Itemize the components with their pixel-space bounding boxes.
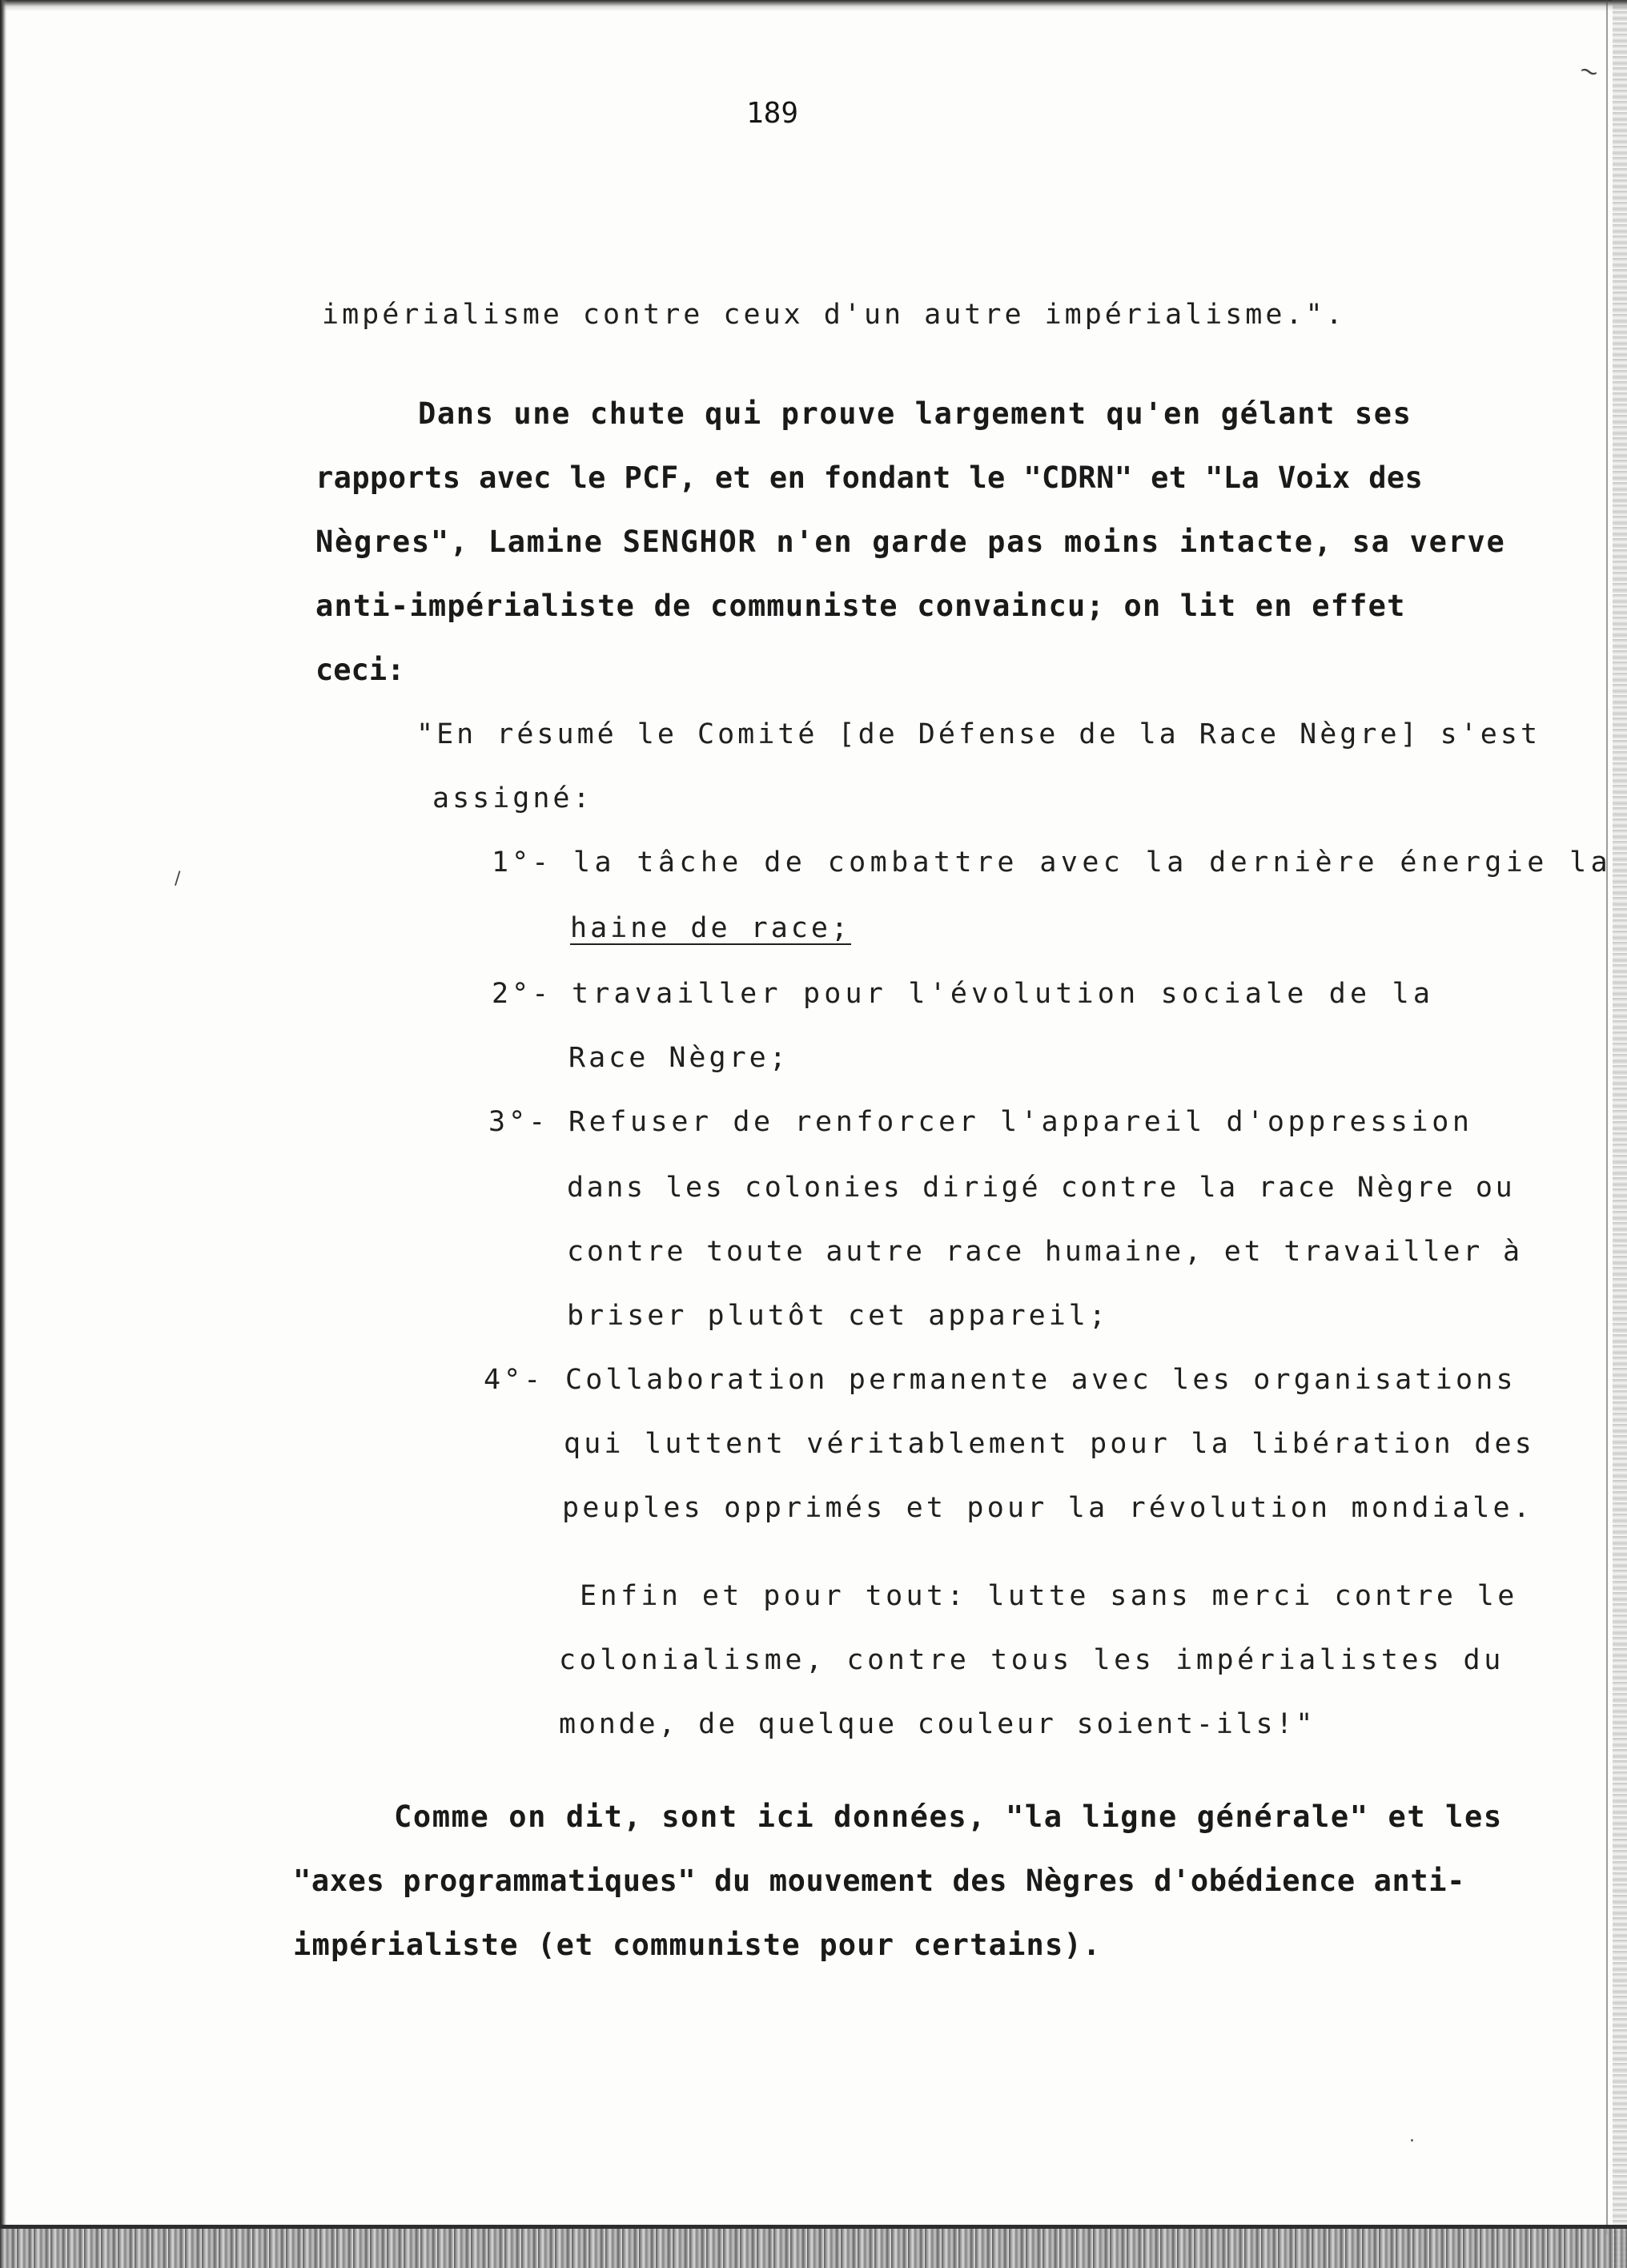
text-line: ceci: [315,653,405,687]
text-line: impérialisme contre ceux d'un autre impérialisme.". [322,299,1346,331]
text-line: rapports avec le PCF, et en fondant le "CDRN" et "La Voix des [315,460,1424,495]
list-item-text: peuples opprimés et pour la révolution mondiale. [562,1492,1534,1524]
scan-edge-top [0,0,1627,11]
quote-closing-line: colonialisme, contre tous les impérialistes du [559,1644,1504,1676]
quote-line: assigné: [432,782,593,814]
page-number: 189 [746,97,799,130]
list-item-text: qui luttent véritablement pour la libération des [564,1428,1536,1460]
list-item-text: briser plutôt cet appareil; [567,1300,1109,1332]
list-item-text: Race Nègre; [568,1042,789,1074]
scan-border-right [1606,0,1608,2234]
list-item-text: travailler pour l'évolution sociale de la [572,978,1435,1010]
text-line: Dans une chute qui prouve largement qu'en gélant ses [418,396,1412,431]
list-item-text: Collaboration permanente avec les organisations [565,1364,1517,1396]
text-line: impérialiste (et communiste pour certains). [293,1928,1102,1962]
list-item-number: 2°- [492,978,552,1010]
list-item-text: Refuser de renforcer l'appareil d'oppression [568,1106,1473,1138]
list-item-number: 1°- [492,846,552,879]
scan-edge-left [0,0,7,2268]
list-item-number: 4°- [484,1364,544,1396]
quote-closing-line: monde, de quelque couleur soient-ils!" [559,1708,1316,1740]
scan-edge-right [1613,0,1627,2268]
scan-speck: . [1409,2126,1415,2146]
scan-noise-band [0,2229,1627,2268]
text-line: Nègres", Lamine SENGHOR n'en garde pas moins intacte, sa verve [315,525,1506,559]
list-item-text: la tâche de combattre avec la dernière énergie la [573,846,1613,879]
text-line: Comme on dit, sont ici données, "la ligne générale" et les [394,1800,1503,1834]
list-item-text: contre toute autre race humaine, et travailler à [567,1236,1523,1268]
text-line: anti-impérialiste de communiste convaincu; on lit en effet [315,589,1406,623]
text-line: "axes programmatiques" du mouvement des Nègres d'obédience anti- [293,1864,1466,1898]
list-item-text: dans les colonies dirigé contre la race Nègre ou [567,1172,1516,1204]
list-item-text-underlined: haine de race; [570,912,852,944]
scan-smudge-mark: ~ [1575,54,1603,89]
scan-speck: / [175,869,181,889]
quote-line: "En résumé le Comité [de Défense de la Race Nègre] s'est [416,718,1541,750]
list-item-number: 3°- [488,1106,549,1138]
quote-closing-line: Enfin et pour tout: lutte sans merci contre le [580,1580,1518,1612]
